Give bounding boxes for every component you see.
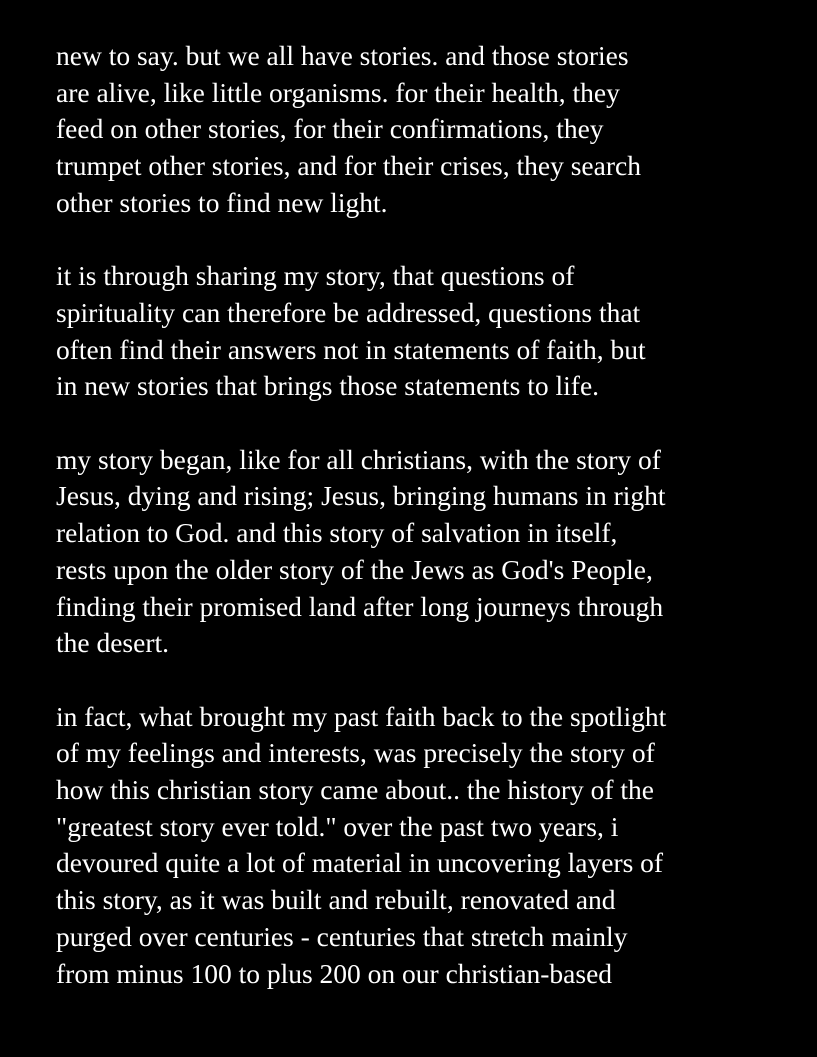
text-line: Jesus, dying and rising; Jesus, bringing humans in right [56, 480, 666, 512]
text-line: in new stories that brings those statements to life. [56, 370, 600, 402]
text-line: new to say. but we all have stories. and those stories [56, 40, 629, 71]
text-line: often find their answers not in statements of faith, but [56, 333, 646, 365]
paragraph-1 [56, 38, 796, 222]
text-line: the desert. [56, 627, 170, 659]
text-line: are alive, like little organisms. for their health, they [56, 76, 620, 108]
text-line: my story began, like for all christians, with the story of [56, 443, 661, 475]
text-line: purged over centuries - centuries that stretch mainly [56, 920, 628, 952]
paragraph-2 [56, 258, 796, 405]
paragraph-4 [56, 699, 796, 993]
text-line: spirituality can therefore be addressed, questions that [56, 296, 641, 328]
text-line: this story, as it was built and rebuilt, renovated and [56, 884, 616, 916]
text-line: feed on other stories, for their confirmations, they [56, 113, 604, 145]
paragraph-3 [56, 442, 796, 662]
text-line: it is through sharing my story, that questions of [56, 260, 575, 292]
text-line: devoured quite a lot of material in uncovering layers of [56, 847, 664, 879]
text-line: relation to God. and this story of salvation in itself, [56, 517, 618, 549]
document-body [56, 38, 796, 1029]
text-line: trumpet other stories, and for their crises, they search [56, 150, 641, 182]
text-line: other stories to find new light. [56, 186, 388, 218]
text-line: finding their promised land after long journeys through [56, 590, 664, 622]
text-line: of my feelings and interests, was precisely the story of [56, 737, 655, 769]
text-line: from minus 100 to plus 200 on our christian-based [56, 957, 613, 989]
text-line: in fact, what brought my past faith back to the spotlight [56, 700, 667, 732]
text-line: rests upon the older story of the Jews as God's People, [56, 553, 653, 585]
text-line: how this christian story came about.. the history of the [56, 774, 655, 806]
text-line: "greatest story ever told." over the past two years, i [56, 810, 619, 842]
